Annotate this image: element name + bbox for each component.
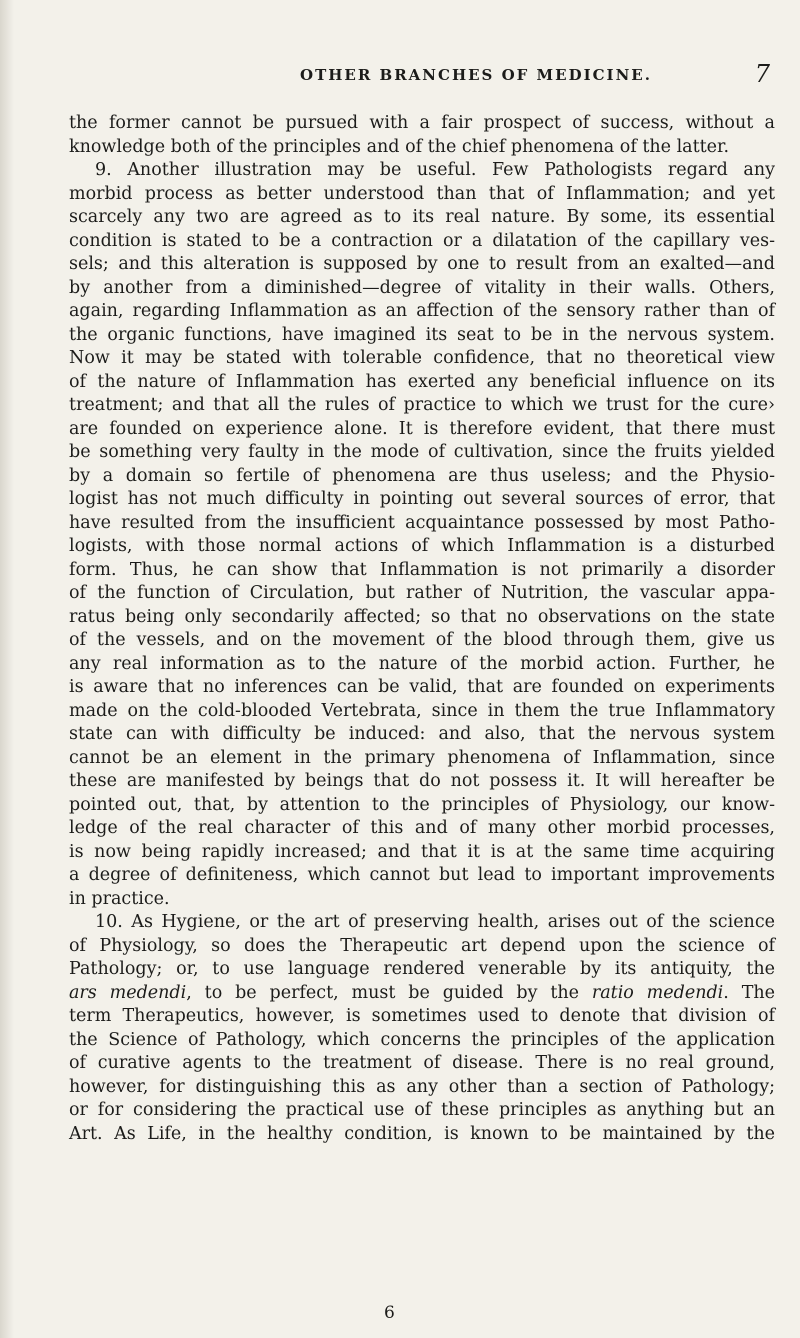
running-head: [70, 60, 770, 90]
text-line: have resulted from the insufficient acquaintance possessed by most Patho-: [69, 512, 775, 533]
text-line: is aware that no inferences can be valid, that are founded on experiments: [69, 677, 775, 697]
text-line: of curative agents to the treatment of disease. There is no real ground,: [69, 1053, 775, 1073]
text-line: however, for distinguishing this as any other than a section of Pathology;: [69, 1076, 775, 1097]
text-line: Art. As Life, in the healthy condition, is known to be maintained by the: [69, 1123, 775, 1144]
text-line: ratus being only secondarily affected; so that no observations on the state: [69, 606, 775, 627]
text-line: logist has not much difficulty in pointing out several sources of error, that: [69, 489, 775, 509]
text-line: by a domain so fertile of phenomena are thus useless; and the Physio-: [69, 465, 775, 486]
text-line: the organic functions, have imagined its seat to be in the nervous system.: [69, 324, 775, 345]
text-line: of the function of Circulation, but rather of Nutrition, the vascular appa-: [69, 583, 775, 603]
text-line: again, regarding Inflammation as an affection of the sensory rather than of: [69, 301, 775, 321]
text-line: ledge of the real character of this and of many other morbid processes,: [69, 818, 775, 838]
text-line: made on the cold-blooded Vertebrata, since in them the true Inflammatory: [69, 700, 775, 721]
text-line: the Science of Pathology, which concerns the principles of the application: [69, 1029, 775, 1050]
text-line: 9. Another illustration may be useful. Few Pathologists regard any: [95, 160, 775, 180]
text-line: Pathology; or, to use language rendered venerable by its antiquity, the: [69, 959, 775, 979]
text-line: sels; and this alteration is supposed by one to result from an exalted—and: [69, 254, 775, 274]
text-line: treatment; and that all the rules of practice to which we trust for the cure›: [69, 395, 775, 415]
text-line: be something very faulty in the mode of cultivation, since the fruits yielded: [69, 442, 775, 462]
text-line: of the nature of Inflammation has exerted any beneficial influence on its: [69, 371, 775, 392]
text-line: is now being rapidly increased; and that it is at the same time acquiring: [69, 841, 775, 862]
text-line: ars medendi, to be perfect, must be guided by the ratio medendi. The: [69, 982, 775, 1003]
text-line: a degree of definiteness, which cannot but lead to important improvements: [69, 865, 775, 885]
text-line: Now it may be stated with tolerable confidence, that no theoretical view: [69, 348, 775, 368]
text-line: 10. As Hygiene, or the art of preserving health, arises out of the science: [95, 912, 775, 932]
text-line: of the vessels, and on the movement of the blood through them, give us: [69, 630, 775, 650]
text-line: or for considering the practical use of these principles as anything but an: [69, 1100, 775, 1120]
text-line: state can with difficulty be induced: and also, that the nervous system: [69, 724, 775, 744]
text-line: pointed out, that, by attention to the principles of Physiology, our know-: [69, 794, 775, 815]
page-edge-shadow: [0, 0, 14, 1338]
signature-mark: 6: [384, 1303, 395, 1323]
text-line: these are manifested by beings that do not possess it. It will hereafter be: [69, 771, 775, 791]
text-line: term Therapeutics, however, is sometimes used to denote that division of: [69, 1006, 775, 1026]
text-line: of Physiology, so does the Therapeutic art depend upon the science of: [69, 935, 775, 956]
text-line: condition is stated to be a contraction or a dilatation of the capillary ves-: [69, 230, 775, 251]
text-line: scarcely any two are agreed as to its real nature. By some, its essential: [69, 207, 775, 227]
text-line: logists, with those normal actions of which Inflammation is a disturbed: [69, 536, 775, 556]
text-line: morbid process as better understood than that of Inflammation; and yet: [69, 183, 775, 204]
body-text: [69, 112, 775, 1146]
running-title: OTHER BRANCHES OF MEDICINE.: [300, 66, 652, 84]
text-line: any real information as to the nature of the morbid action. Further, he: [69, 653, 775, 674]
text-line: the former cannot be pursued with a fair prospect of success, without a: [69, 113, 775, 133]
text-line: are founded on experience alone. It is therefore evident, that there must: [69, 418, 775, 439]
text-line: form. Thus, he can show that Inflammation is not primarily a disorder: [69, 559, 775, 580]
text-line: in practice.: [69, 888, 170, 909]
text-line: knowledge both of the principles and of the chief phenomena of the latter.: [69, 136, 730, 157]
page-number: 7: [754, 60, 770, 88]
text-line: by another from a diminished—degree of vitality in their walls. Others,: [69, 277, 775, 298]
text-line: cannot be an element in the primary phenomena of Inflammation, since: [69, 747, 775, 768]
